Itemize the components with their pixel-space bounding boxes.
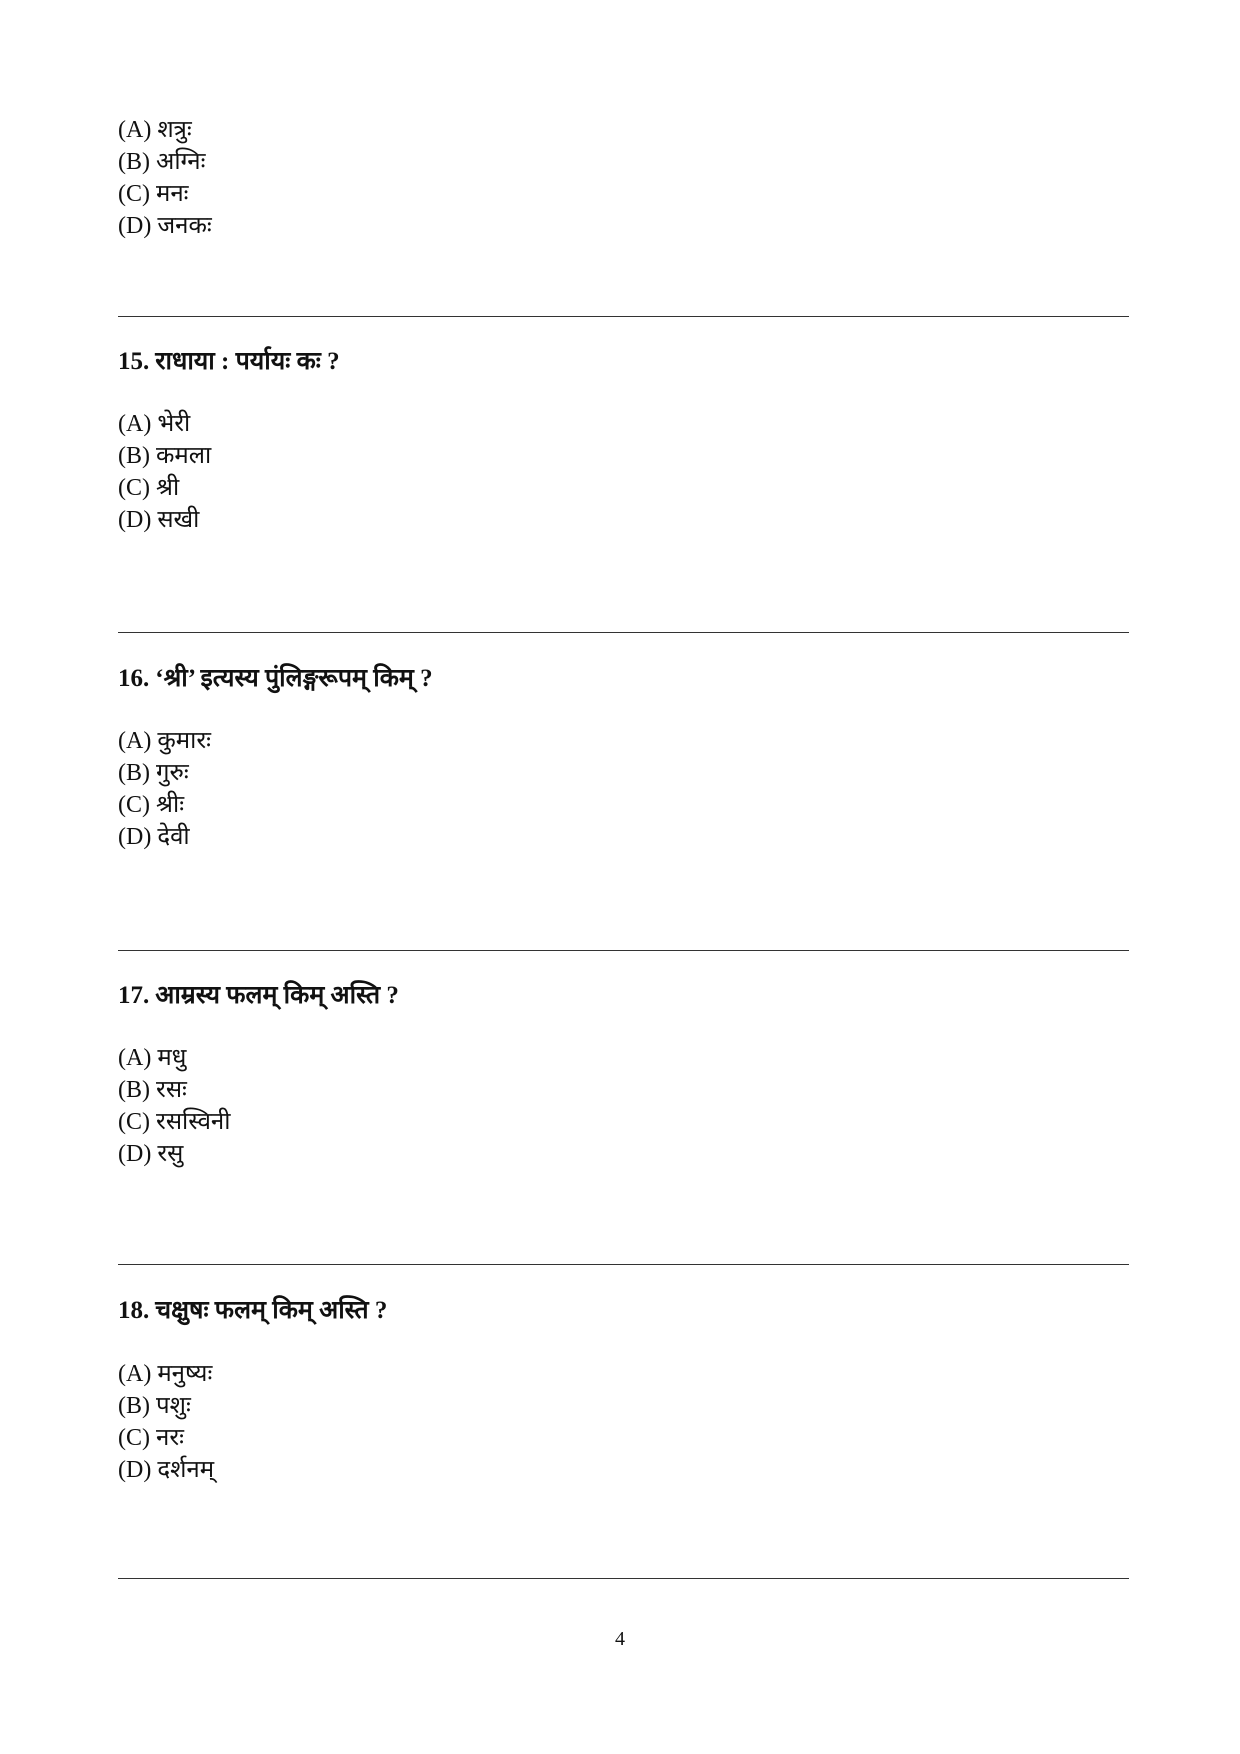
option-text: श्रीः xyxy=(156,792,185,818)
option-letter: (D) xyxy=(118,507,152,533)
option-letter: (A) xyxy=(118,1045,152,1071)
page-number: 4 xyxy=(615,1628,625,1650)
option-b xyxy=(118,440,211,472)
option-d xyxy=(118,1138,230,1170)
question-16-text xyxy=(118,662,433,696)
option-letter: (B) xyxy=(118,149,150,175)
question-number: 16. xyxy=(118,665,150,692)
option-letter: (A) xyxy=(118,728,152,754)
prev-question-options xyxy=(118,114,212,242)
option-letter: (B) xyxy=(118,1393,150,1419)
option-letter: (C) xyxy=(118,475,150,501)
option-letter: (C) xyxy=(118,1109,150,1135)
divider xyxy=(118,316,1129,317)
question-16-options xyxy=(118,725,211,853)
question-text: राधाया : पर्यायः कः ? xyxy=(155,348,340,375)
option-a xyxy=(118,408,211,440)
option-letter: (B) xyxy=(118,1077,150,1103)
option-letter: (B) xyxy=(118,443,150,469)
option-c xyxy=(118,472,211,504)
option-c xyxy=(118,1422,214,1454)
question-text: आम्रस्य फलम् किम् अस्ति ? xyxy=(155,982,399,1009)
option-text: अग्निः xyxy=(156,149,206,175)
option-text: रसः xyxy=(156,1077,187,1103)
option-text: पशुः xyxy=(156,1393,191,1419)
question-text: चक्षुषः फलम् किम् अस्ति ? xyxy=(155,1297,388,1324)
divider xyxy=(118,950,1129,951)
option-a xyxy=(118,725,211,757)
option-b xyxy=(118,146,212,178)
divider xyxy=(118,632,1129,633)
option-text: मधु xyxy=(157,1045,187,1071)
question-text: ‘श्री’ इत्यस्य पुंलिङ्गरूपम् किम् ? xyxy=(155,665,433,692)
option-b xyxy=(118,1390,214,1422)
question-15-options xyxy=(118,408,211,536)
option-a xyxy=(118,114,212,146)
option-letter: (D) xyxy=(118,1457,152,1483)
question-number: 15. xyxy=(118,348,150,375)
option-text: गुरुः xyxy=(156,760,189,786)
option-text: श्री xyxy=(156,475,180,501)
question-number: 17. xyxy=(118,982,150,1009)
option-letter: (A) xyxy=(118,1361,152,1387)
question-18-options xyxy=(118,1358,214,1486)
option-c xyxy=(118,1106,230,1138)
option-text: कुमारः xyxy=(157,728,211,754)
option-letter: (A) xyxy=(118,411,152,437)
option-text: नरः xyxy=(156,1425,184,1451)
option-text: कमला xyxy=(156,443,212,469)
option-c xyxy=(118,789,211,821)
option-text: जनकः xyxy=(157,213,212,239)
question-18-text xyxy=(118,1294,387,1328)
option-letter: (D) xyxy=(118,1141,152,1167)
option-letter: (C) xyxy=(118,181,150,207)
question-number: 18. xyxy=(118,1297,150,1324)
option-text: मनः xyxy=(156,181,189,207)
option-letter: (C) xyxy=(118,1425,150,1451)
option-text: सखी xyxy=(157,507,200,533)
option-text: शत्रुः xyxy=(157,117,192,143)
option-letter: (D) xyxy=(118,824,152,850)
option-d xyxy=(118,1454,214,1486)
option-text: भेरी xyxy=(157,411,191,437)
option-text: देवी xyxy=(157,824,190,850)
option-b xyxy=(118,757,211,789)
option-text: मनुष्यः xyxy=(157,1361,213,1387)
option-d xyxy=(118,210,212,242)
option-text: दर्शनम् xyxy=(157,1457,215,1483)
option-a xyxy=(118,1358,214,1390)
option-text: रसस्विनी xyxy=(156,1109,231,1135)
divider xyxy=(118,1578,1129,1579)
option-a xyxy=(118,1042,230,1074)
option-d xyxy=(118,821,211,853)
question-17-options xyxy=(118,1042,230,1170)
option-c xyxy=(118,178,212,210)
question-17-text xyxy=(118,979,399,1013)
option-letter: (D) xyxy=(118,213,152,239)
option-b xyxy=(118,1074,230,1106)
option-letter: (B) xyxy=(118,760,150,786)
option-letter: (A) xyxy=(118,117,152,143)
option-d xyxy=(118,504,211,536)
option-text: रसु xyxy=(157,1141,184,1167)
option-letter: (C) xyxy=(118,792,150,818)
divider xyxy=(118,1264,1129,1265)
question-15-text xyxy=(118,345,340,379)
